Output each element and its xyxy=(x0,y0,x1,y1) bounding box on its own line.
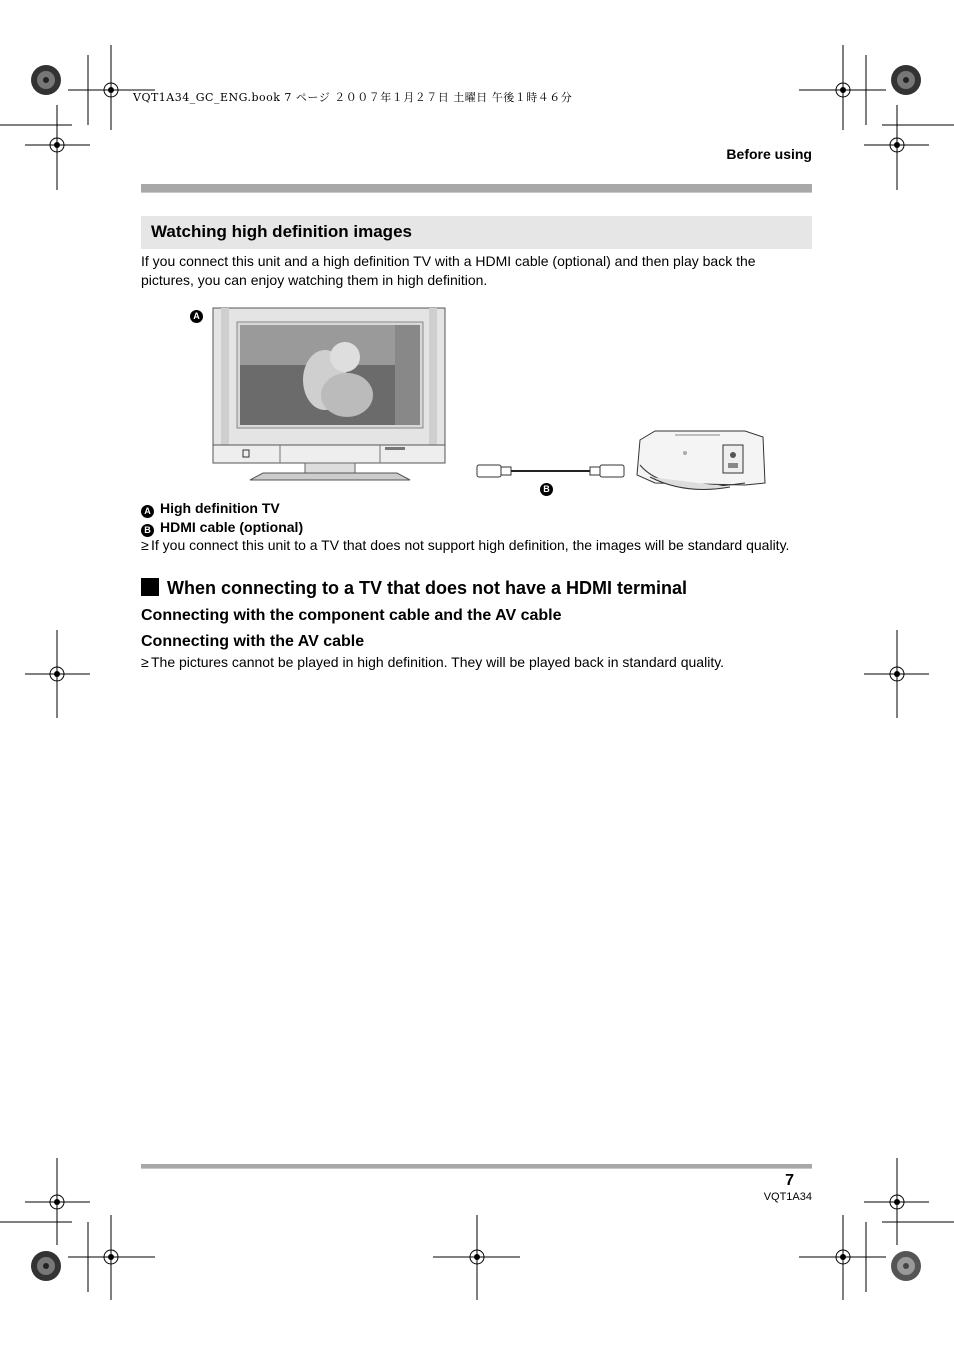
av-cable-heading: Connecting with the AV cable xyxy=(141,633,365,650)
top-rule-thin xyxy=(141,192,812,193)
caption-b xyxy=(141,519,303,537)
caption-a-text: High definition TV xyxy=(160,500,280,516)
section-heading: Watching high definition images xyxy=(151,222,412,241)
section-label: Before using xyxy=(726,146,812,162)
heading-box xyxy=(141,216,812,249)
label-b-marker: B xyxy=(540,483,553,496)
bullet-av-quality xyxy=(141,653,801,672)
label-a-marker: A xyxy=(190,310,203,323)
hdmi-cable-illustration xyxy=(477,465,624,477)
model-code: VQT1A34 xyxy=(763,1191,812,1203)
page-number: 7 xyxy=(785,1172,794,1189)
bullet-symbol: ≥ xyxy=(141,537,149,553)
bullet-symbol: ≥ xyxy=(141,654,149,670)
caption-a xyxy=(141,500,280,518)
tv-illustration xyxy=(213,308,445,480)
caption-a-marker: A xyxy=(141,505,154,518)
bullet-standard-quality xyxy=(141,536,801,555)
bullet-text: If you connect this unit to a TV that does not support high definition, the images will be standard quality. xyxy=(151,537,790,553)
caption-b-marker: B xyxy=(141,524,154,537)
component-cable-heading: Connecting with the component cable and the AV cable xyxy=(141,607,562,624)
bullet-text: The pictures cannot be played in high definition. They will be played back in standard quality. xyxy=(151,654,725,670)
square-bullet-icon xyxy=(141,578,159,596)
intro-paragraph: If you connect this unit and a high definition TV with a HDMI cable (optional) and then play back the pictures, you can enjoy watching them in high definition. xyxy=(141,253,756,288)
print-header: VQT1A34_GC_ENG.book 7 ページ ２００７年１月２７日 土曜日 午後１時４６分 xyxy=(133,91,573,104)
top-rule xyxy=(141,184,812,192)
subheading xyxy=(141,578,687,599)
connection-illustration xyxy=(185,305,775,500)
caption-b-text: HDMI cable (optional) xyxy=(160,519,304,535)
camcorder-illustration xyxy=(637,431,765,489)
tv-and-camera-drawing xyxy=(185,305,775,500)
bottom-rule-thin xyxy=(141,1168,812,1169)
subheading-text: When connecting to a TV that does not have a HDMI terminal xyxy=(167,578,688,598)
